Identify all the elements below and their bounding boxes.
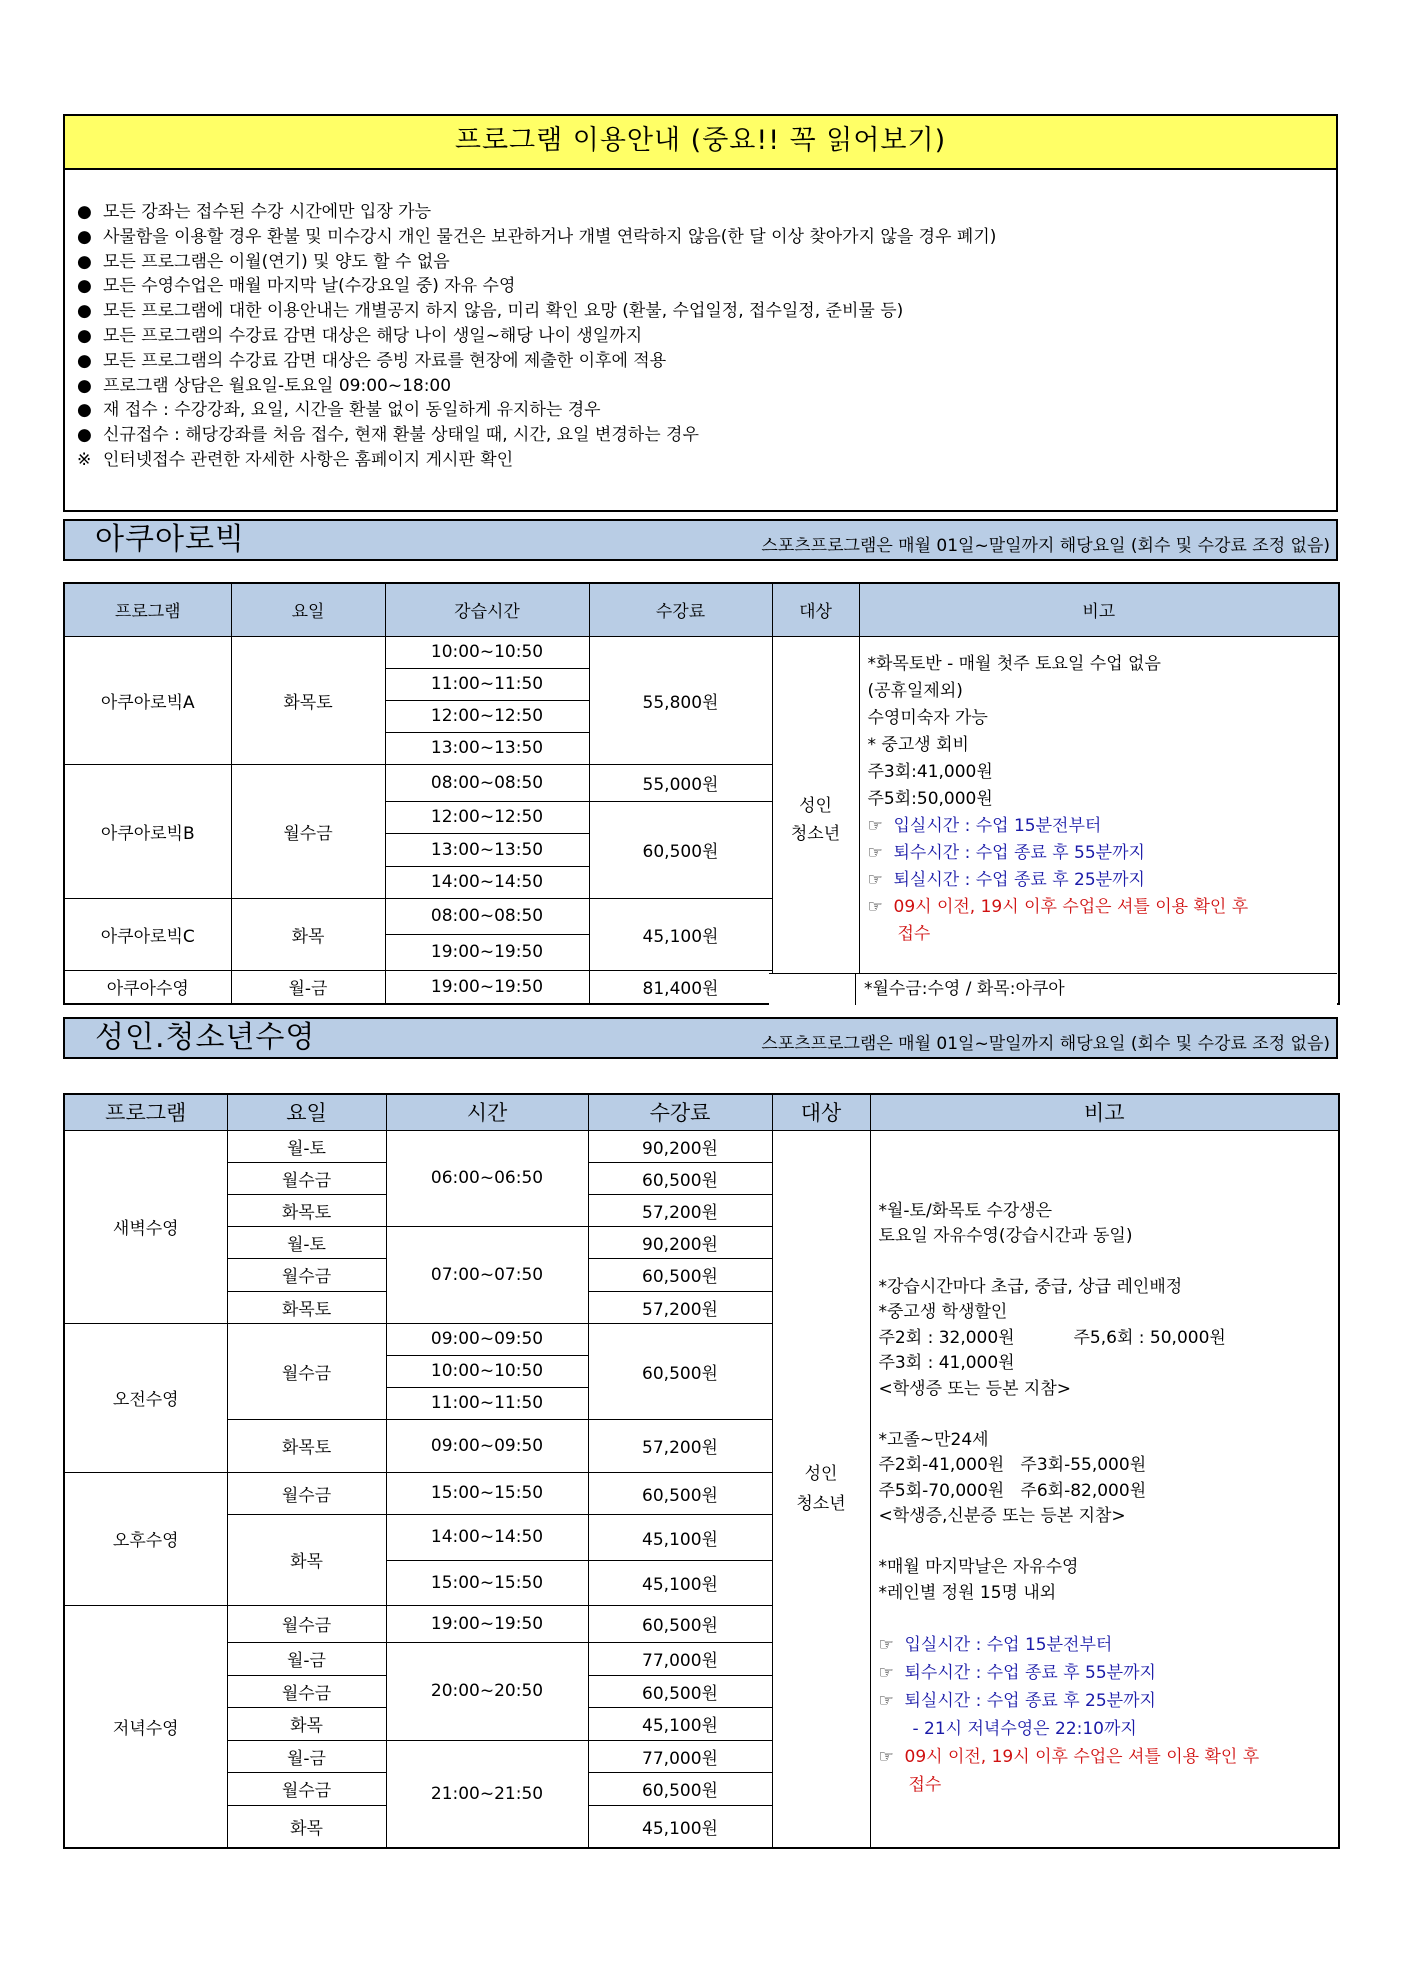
section-title: 아쿠아로빅 <box>95 522 245 557</box>
class-fee: 77,000원 <box>588 1642 772 1675</box>
col-header: 요일 <box>231 583 385 636</box>
bullet-icon: ● <box>77 400 92 421</box>
program-group: 저녁수영 <box>64 1605 227 1848</box>
notice-text: 모든 프로그램의 수강료 감면 대상은 해당 나이 생일~해당 나이 생일까지 <box>103 325 643 346</box>
remark-line: *고졸~만24세 <box>878 1429 989 1450</box>
remark-text: 입실시간 : 수업 15분전부터 <box>893 815 1102 836</box>
notice-text: 모든 프로그램의 수강료 감면 대상은 증빙 자료를 현장에 제출한 이후에 적용 <box>103 350 667 371</box>
col-header: 대상 <box>772 1094 870 1130</box>
class-fee: 45,100원 <box>588 1805 772 1848</box>
remark-line: <학생증 또는 등본 지참> <box>878 1379 1071 1400</box>
remark-text: 퇴수시간 : 수업 종료 후 55분까지 <box>893 842 1145 863</box>
class-fee: 60,500원 <box>588 1675 772 1707</box>
col-header: 프로그램 <box>64 583 231 636</box>
class-fee: 60,500원 <box>589 801 772 898</box>
class-days: 화목 <box>227 1707 386 1740</box>
table-header-row <box>64 1094 1339 1130</box>
class-time: 07:00~07:50 <box>386 1226 588 1323</box>
notice-text: 프로그램 상담은 월요일-토요일 09:00~18:00 <box>103 375 452 396</box>
bullet-icon: ● <box>77 350 92 371</box>
col-header: 시간 <box>386 1094 588 1130</box>
class-time: 06:00~06:50 <box>386 1130 588 1226</box>
aquarobic-table <box>63 582 1340 1005</box>
program-group: 새벽수영 <box>64 1130 227 1323</box>
remark-line: 토요일 자유수영(강습시간과 동일) <box>878 1226 1133 1247</box>
class-time: 09:00~09:50 <box>386 1323 588 1355</box>
notice-item <box>77 349 1336 374</box>
swim-section-header <box>63 1017 1338 1059</box>
class-time: 19:00~19:50 <box>386 1605 588 1642</box>
class-fee: 81,400원 <box>589 970 772 1004</box>
pointing-hand-icon: ☞ <box>878 1635 894 1656</box>
remark-line: *중고생 학생할인 <box>878 1302 1008 1323</box>
col-header: 수강료 <box>588 1094 772 1130</box>
bullet-icon: ● <box>77 325 92 346</box>
class-days: 화목 <box>231 898 385 970</box>
class-fee: 45,100원 <box>588 1560 772 1605</box>
class-days: 월수금 <box>227 1323 386 1419</box>
remark-line <box>868 867 1339 894</box>
class-time: 10:00~10:50 <box>386 1355 588 1387</box>
notice-item <box>77 423 1336 448</box>
notice-text: 모든 프로그램에 대한 이용안내는 개별공지 하지 않음, 미리 확인 요망 (환불, 수업일정, 접수일정, 준비물 등) <box>103 301 904 322</box>
notice-text: 신규접수 : 해당강좌를 처음 접수, 현재 환불 상태일 때, 시간, 요일 변경하는 경우 <box>103 425 699 446</box>
class-fee: 90,200원 <box>588 1130 772 1162</box>
program-group: 오후수영 <box>64 1472 227 1605</box>
class-days: 화목토 <box>231 636 385 764</box>
program-name: 아쿠아수영 <box>64 970 231 1004</box>
remark-line: *매월 마지막날은 자유수영 <box>878 1557 1079 1578</box>
class-time: 19:00~19:50 <box>385 934 589 970</box>
target-group: 성인 청소년 <box>772 1130 870 1848</box>
class-days: 화목 <box>227 1805 386 1848</box>
class-days: 화목 <box>227 1514 386 1605</box>
class-time: 12:00~12:50 <box>385 700 589 732</box>
class-days: 월-토 <box>227 1130 386 1162</box>
remark-line <box>868 813 1339 840</box>
col-header: 대상 <box>772 583 859 636</box>
class-time: 15:00~15:50 <box>386 1472 588 1514</box>
target-group: 성인 청소년 <box>772 636 859 1004</box>
section-title: 성인.청소년수영 <box>95 1020 316 1055</box>
class-time: 08:00~08:50 <box>385 764 589 801</box>
class-days: 월수금 <box>231 764 385 898</box>
section-note: 스포츠프로그램은 매월 01일~말일까지 해당요일 (회수 및 수강료 조정 없음) <box>761 1034 1330 1054</box>
class-days: 화목토 <box>227 1194 386 1226</box>
class-days: 월-토 <box>227 1226 386 1258</box>
remark-line: *레인별 정원 15명 내외 <box>878 1582 1057 1603</box>
class-days: 월수금 <box>227 1258 386 1291</box>
remark-line: 수영미숙자 가능 <box>867 707 988 728</box>
class-fee: 60,500원 <box>588 1323 772 1419</box>
class-fee: 45,100원 <box>588 1514 772 1560</box>
class-time: 10:00~10:50 <box>385 636 589 668</box>
col-header: 프로그램 <box>64 1094 227 1130</box>
pointing-hand-icon: ☞ <box>867 842 883 863</box>
remark-line <box>879 1326 1339 1352</box>
remark-line: (공휴일제외) <box>867 680 963 701</box>
remark-line: 주5회:50,000원 <box>867 788 993 809</box>
remark-line: 주3회 : 41,000원 <box>878 1353 1015 1374</box>
remark-line <box>879 1631 1339 1659</box>
bullet-icon: ● <box>77 301 92 322</box>
notice-item <box>77 274 1336 299</box>
class-time: 20:00~20:50 <box>386 1642 588 1740</box>
class-time: 19:00~19:50 <box>385 970 589 1004</box>
remark-line: *화목토반 - 매월 첫주 토요일 수업 없음 <box>867 653 1161 674</box>
class-time: 08:00~08:50 <box>385 898 589 934</box>
col-header: 요일 <box>227 1094 386 1130</box>
bullet-icon: ● <box>77 276 92 297</box>
class-time: 15:00~15:50 <box>386 1560 588 1605</box>
pointing-hand-icon: ☞ <box>878 1747 894 1768</box>
class-fee: 57,200원 <box>588 1291 772 1323</box>
class-days: 월-금 <box>231 970 385 1004</box>
notice-title: 프로그램 이용안내 (중요!! 꼭 읽어보기) <box>65 116 1336 170</box>
pointing-hand-icon: ☞ <box>878 1691 894 1712</box>
class-days: 월-금 <box>227 1740 386 1772</box>
swim-table <box>63 1093 1340 1849</box>
remark-text: 09시 이전, 19시 이후 수업은 셔틀 이용 확인 후 <box>893 896 1249 917</box>
remark-line <box>868 894 1339 921</box>
remark-text: 퇴수시간 : 수업 종료 후 55분까지 <box>904 1663 1156 1684</box>
remark-line: 주3회:41,000원 <box>867 761 993 782</box>
notice-text: 재 접수 : 수강강좌, 요일, 시간을 환불 없이 동일하게 유지하는 경우 <box>103 400 601 421</box>
class-fee: 60,500원 <box>588 1472 772 1514</box>
remark-line: *월-토/화목토 수강생은 <box>878 1200 1053 1221</box>
class-time: 12:00~12:50 <box>385 801 589 833</box>
class-fee: 57,200원 <box>588 1419 772 1472</box>
aquarobic-remarks <box>859 636 1339 1004</box>
remark-text: 09시 이전, 19시 이후 수업은 셔틀 이용 확인 후 <box>904 1747 1260 1768</box>
remark-line <box>879 1743 1339 1771</box>
notice-text: 모든 강좌는 접수된 수강 시간에만 입장 가능 <box>103 202 432 222</box>
notice-item <box>77 398 1336 423</box>
program-name: 아쿠아로빅A <box>64 636 231 764</box>
class-fee: 45,100원 <box>589 898 772 970</box>
class-days: 월-금 <box>227 1642 386 1675</box>
program-group: 오전수영 <box>64 1323 227 1472</box>
class-fee: 90,200원 <box>588 1226 772 1258</box>
notice-item <box>77 299 1336 324</box>
col-header: 비고 <box>859 583 1339 636</box>
notice-item <box>77 200 1336 225</box>
bullet-icon: ● <box>77 202 92 222</box>
remark-line <box>868 840 1339 867</box>
remark-line: <학생증,신분증 또는 등본 지참> <box>878 1506 1126 1527</box>
notice-text: 인터넷접수 관련한 자세한 사항은 홈페이지 게시판 확인 <box>103 449 514 470</box>
remark-text: 주2회 : 32,000원 <box>878 1327 1015 1348</box>
program-name: 아쿠아로빅B <box>64 764 231 898</box>
remark-line: 접수 <box>908 1775 942 1796</box>
class-days: 화목토 <box>227 1291 386 1323</box>
notice-item <box>77 324 1336 349</box>
class-time: 21:00~21:50 <box>386 1740 588 1848</box>
target-cell-divider <box>769 973 856 1005</box>
remark-line <box>879 1687 1339 1715</box>
swim-remarks <box>870 1130 1339 1848</box>
notice-list <box>65 170 1336 473</box>
class-fee: 60,500원 <box>588 1258 772 1291</box>
class-time: 13:00~13:50 <box>385 833 589 866</box>
notice-item <box>77 250 1336 275</box>
bullet-icon: ● <box>77 425 92 446</box>
class-days: 화목토 <box>227 1419 386 1472</box>
notice-text: 사물함을 이용할 경우 환불 및 미수강시 개인 물건은 보관하거나 개별 연락하지 않음(한 달 이상 찾아가지 않을 경우 폐기) <box>103 226 997 247</box>
class-time: 11:00~11:50 <box>386 1387 588 1419</box>
class-days: 월수금 <box>227 1472 386 1514</box>
remark-text: 주5,6회 : 50,000원 <box>1073 1327 1226 1348</box>
pointing-hand-icon: ☞ <box>867 815 883 836</box>
class-days: 월수금 <box>227 1605 386 1642</box>
notice-text: 모든 수영수업은 매월 마지막 날(수강요일 중) 자유 수영 <box>103 276 516 297</box>
class-fee: 60,500원 <box>588 1772 772 1805</box>
remark-line: *강습시간마다 초급, 중급, 상급 레인배정 <box>878 1276 1183 1297</box>
notice-item <box>77 448 1336 473</box>
remark-text: 퇴실시간 : 수업 종료 후 25분까지 <box>893 869 1145 890</box>
remark-line: - 21시 저녁수영은 22:10까지 <box>912 1719 1137 1740</box>
bullet-icon: ● <box>77 226 92 247</box>
bullet-icon: ● <box>77 251 92 272</box>
class-days: 월수금 <box>227 1772 386 1805</box>
class-days: 월수금 <box>227 1162 386 1194</box>
reference-mark-icon: ※ <box>77 449 92 470</box>
aqua-swim-remark: *월수금:수영 / 화목:아쿠아 <box>855 973 1337 1005</box>
aquarobic-section-header <box>63 519 1338 561</box>
table-row <box>64 1130 1339 1162</box>
remark-line: 접수 <box>897 923 931 944</box>
class-time: 13:00~13:50 <box>385 732 589 764</box>
col-header: 강습시간 <box>385 583 589 636</box>
col-header: 수강료 <box>589 583 772 636</box>
class-fee: 77,000원 <box>588 1740 772 1772</box>
notice-item <box>77 374 1336 399</box>
pointing-hand-icon: ☞ <box>867 869 883 890</box>
remark-line <box>879 1659 1339 1687</box>
class-days: 월수금 <box>227 1675 386 1707</box>
class-fee: 57,200원 <box>588 1194 772 1226</box>
remark-line: 주5회-70,000원 주6회-82,000원 <box>878 1480 1147 1501</box>
notice-box <box>63 114 1338 512</box>
class-fee: 55,000원 <box>589 764 772 801</box>
class-fee: 60,500원 <box>588 1605 772 1642</box>
class-time: 14:00~14:50 <box>385 866 589 898</box>
class-time: 11:00~11:50 <box>385 668 589 700</box>
notice-item <box>77 225 1336 250</box>
notice-text: 모든 프로그램은 이월(연기) 및 양도 할 수 없음 <box>103 251 450 272</box>
class-fee: 45,100원 <box>588 1707 772 1740</box>
class-fee: 55,800원 <box>589 636 772 764</box>
remark-line: 주2회-41,000원 주3회-55,000원 <box>878 1455 1147 1476</box>
remark-text: 퇴실시간 : 수업 종료 후 25분까지 <box>904 1691 1156 1712</box>
bullet-icon: ● <box>77 375 92 396</box>
class-time: 09:00~09:50 <box>386 1419 588 1472</box>
section-note: 스포츠프로그램은 매월 01일~말일까지 해당요일 (회수 및 수강료 조정 없음) <box>761 536 1330 556</box>
program-name: 아쿠아로빅C <box>64 898 231 970</box>
col-header: 비고 <box>870 1094 1339 1130</box>
pointing-hand-icon: ☞ <box>878 1663 894 1684</box>
remark-line: * 중고생 회비 <box>867 734 969 755</box>
class-fee: 60,500원 <box>588 1162 772 1194</box>
class-time: 14:00~14:50 <box>386 1514 588 1560</box>
pointing-hand-icon: ☞ <box>867 896 883 917</box>
remark-text: 입실시간 : 수업 15분전부터 <box>904 1635 1113 1656</box>
table-header-row <box>64 583 1339 636</box>
table-row <box>64 636 1339 668</box>
